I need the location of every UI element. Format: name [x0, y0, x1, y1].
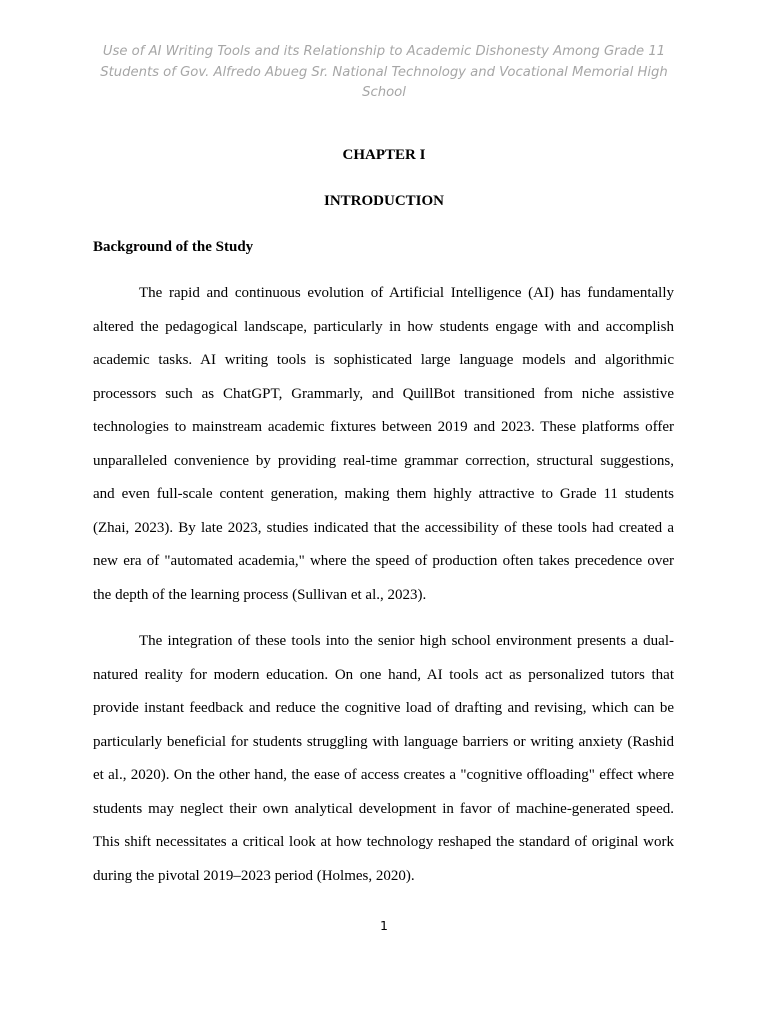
running-header: Use of AI Writing Tools and its Relationship to Academic Dishonesty Among Grade 11 Students of Gov. Alfredo Abueg Sr. National Technology and Vocational Memorial High School [100, 44, 668, 100]
chapter-title: INTRODUCTION [323, 193, 444, 209]
body-paragraph: The integration of these tools into the senior high school environment presents a dual-natured reality for modern education. On one hand, AI tools act as personalized tutors that provide instant feedback and reduce the cognitive load of drafting and revising, which can be particularly beneficial for students struggling with language barriers or writing anxiety (Rashid et al., 2020). On the other hand, the ease of access creates a "cognitive offloading" effect where students may neglect their own analytical development in favor of machine-generated speed. This shift necessitates a critical look at how technology reshaped the standard of original work during the pivotal 2019–2023 period (Holmes, 2020). [93, 633, 674, 884]
section-title: Background of the Study [93, 239, 254, 255]
page-number: 1 [380, 918, 388, 933]
body-paragraph: The rapid and continuous evolution of Artificial Intelligence (AI) has fundamentally altered the pedagogical landscape, particularly in how students engage with and accomplish academic tasks. AI writing tools is sophisticated large language models and algorithmic processors such as ChatGPT, Grammarly, and QuillBot transitioned from niche assistive technologies to mainstream academic fixtures between 2019 and 2023. These platforms offer unparalleled convenience by providing real-time grammar correction, structural suggestions, and even full-scale content generation, making them highly attractive to Grade 11 students (Zhai, 2023). By late 2023, studies indicated that the accessibility of these tools had created a new era of "automated academia," where the speed of production often takes precedence over the depth of the learning process (Sullivan et al., 2023). [93, 285, 674, 603]
chapter-label: CHAPTER I [342, 147, 426, 163]
